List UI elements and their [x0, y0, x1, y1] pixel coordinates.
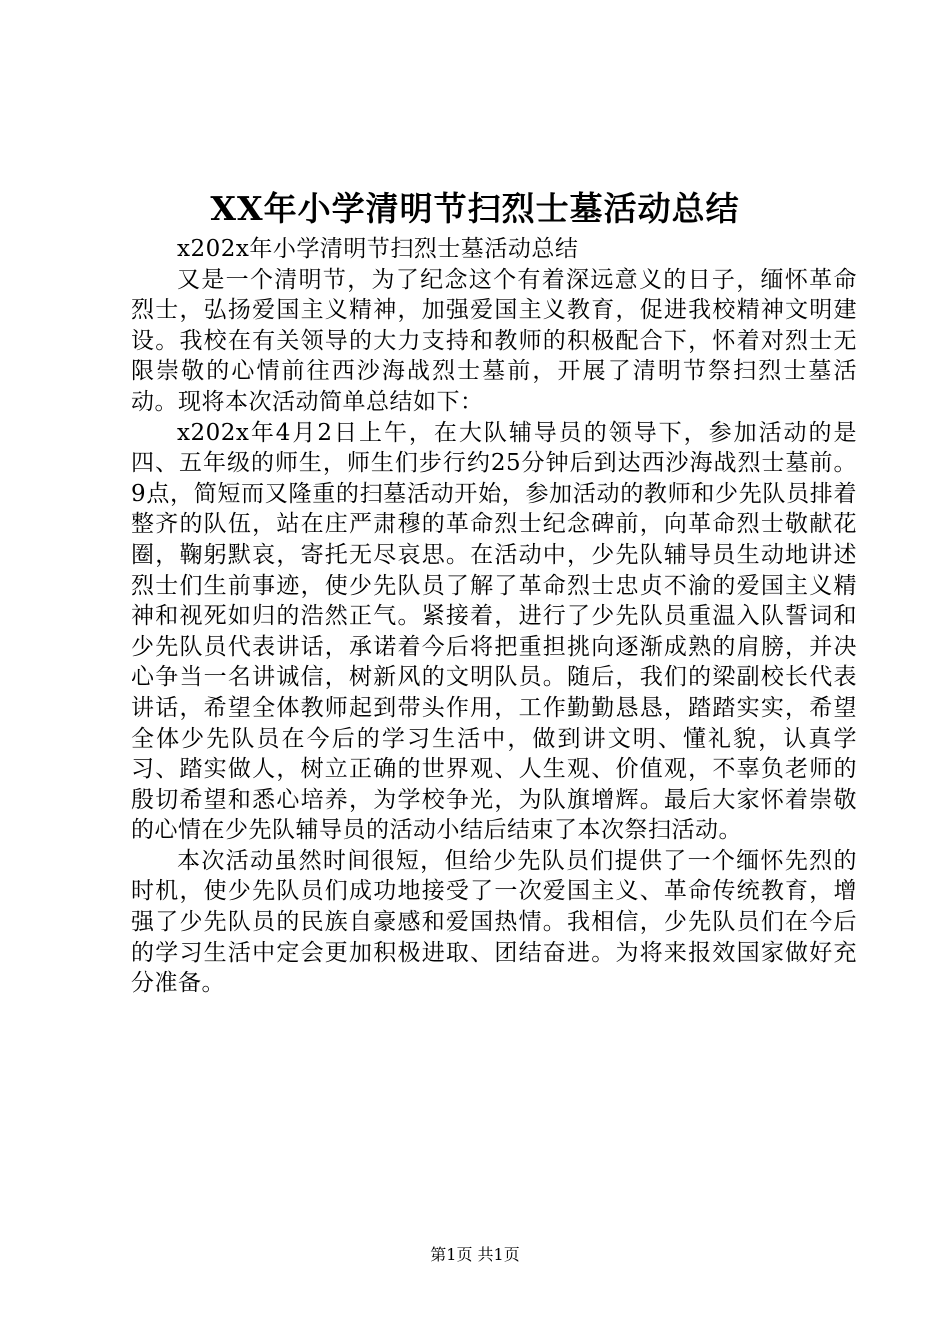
document-title: XX年小学清明节扫烈士墓活动总结 — [210, 189, 740, 228]
page-footer: 第1页 共1页 — [430, 1245, 520, 1264]
conclusion-paragraph: 本次活动虽然时间很短，但给少先队员们提供了一个缅怀先烈的时机，使少先队员们成功地接受了一次爱国主义、革命传统教育，增强了少先队员的民族自豪感和爱国热情。我相信，少先队员们在今后的学习生活中定会更加积极进取、团结奋进。为将来报效国家做好充分准备。 — [131, 847, 857, 997]
subtitle-paragraph: x202x年小学清明节扫烈士墓活动总结 — [177, 236, 579, 262]
document-body — [131, 234, 857, 999]
activity-paragraph: x202x年4月2日上午，在大队辅导员的领导下，参加活动的是四、五年级的师生，师生们步行约25分钟后到达西沙海战烈士墓前。9点，简短而又隆重的扫墓活动开始，参加活动的教师和少先队员排着整齐的队伍，站在庄严肃穆的革命烈士纪念碑前，向革命烈士敬献花圈，鞠躬默哀，寄托无尽哀思。在活动中，少先队辅导员生动地讲述烈士们生前事迹，使少先队员了解了革命烈士忠贞不渝的爱国主义精神和视死如归的浩然正气。紧接着，进行了少先队员重温入队誓词和少先队员代表讲话，承诺着今后将把重担挑向逐渐成熟的肩膀，并决心争当一名讲诚信，树新风的文明队员。随后，我们的梁副校长代表讲话，希望全体教师起到带头作用，工作勤勤恳恳，踏踏实实，希望全体少先队员在今后的学习生活中，做到讲文明、懂礼貌，认真学习、踏实做人，树立正确的世界观、人生观、价值观，不辜负老师的殷切希望和悉心培养，为学校争光，为队旗增辉。最后大家怀着崇敬的心情在少先队辅导员的活动小结后结束了本次祭扫活动。 — [131, 419, 857, 844]
intro-paragraph: 又是一个清明节，为了纪念这个有着深远意义的日子，缅怀革命烈士，弘扬爱国主义精神，加强爱国主义教育，促进我校精神文明建设。我校在有关领导的大力支持和教师的积极配合下，怀着对烈士无限崇敬的心情前往西沙海战烈士墓前，开展了清明节祭扫烈士墓活动。现将本次活动简单总结如下： — [131, 266, 857, 415]
